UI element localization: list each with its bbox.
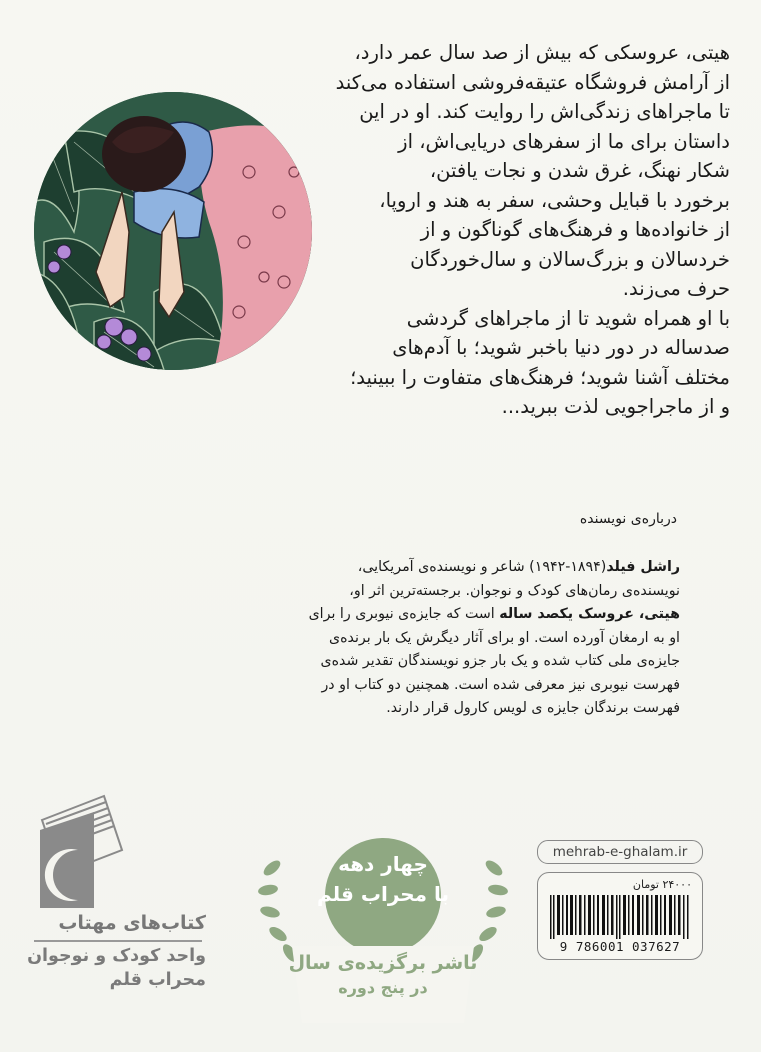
blurb-line: حرف می‌زند. (622, 277, 730, 300)
blurb-line: شکار نهنگ، غرق شدن و نجات یافتن، (429, 159, 730, 182)
blurb-line: صدساله در دور دنیا باخبر شوید؛ با آدم‌های (392, 336, 730, 359)
blurb-line: برخورد با قبایل وحشی، سفر به هند و اروپا، (379, 188, 730, 212)
barcode-box (537, 872, 703, 960)
blurb-line: از خانواده‌ها و فرهنگ‌های گوناگون و از (420, 218, 730, 241)
blurb-line: با او همراه شوید تا از ماجراهای گردشی (406, 306, 730, 330)
isbn-barcode (550, 895, 690, 939)
author-bio-line: فهرست نیوبری نیز معرفی شده است. همچنین دو کتاب او در (321, 676, 680, 693)
blurb-line: داستان برای ما از سفرهای دریایی‌اش، از (398, 129, 730, 153)
publisher-parent: محراب قلم (109, 970, 206, 990)
badge-bottom-line-2: در پنج دوره (338, 978, 428, 997)
badge-bottom-line-1: ناشر برگزیده‌ی سال (288, 952, 478, 974)
about-author-heading: درباره‌ی نویسنده (579, 511, 677, 527)
author-bio-line: او به ارمغان آورده است. او برای آثار دیگرش یک بار برنده‌ی (328, 629, 680, 646)
logo-divider (34, 940, 202, 942)
book-title: هیتی، عروسک یکصد ساله (499, 606, 680, 622)
publisher-award-badge (258, 838, 508, 1023)
publisher-name: کتاب‌های مهتاب (58, 912, 206, 934)
author-bio-line: نویسنده‌ی رمان‌های کودک و نوجوان. برجسته‌ترین اثر او، (349, 582, 680, 599)
badge-top-line-2: با محراب قلم (316, 882, 450, 906)
isbn-number: 9 786001 037627 (559, 939, 681, 954)
blurb-line: تا ماجراهای زندگی‌اش را روایت کند. او در این (359, 100, 730, 123)
author-bio-line (250, 603, 680, 627)
author-bio-line: فهرست برندگان جایزه ی لویس کارول قرار دارند. (386, 700, 680, 716)
blurb-line: و از ماجراجویی لذت ببرید... (501, 395, 730, 418)
author-bio-text: است که جایزه‌ی نیوبری را برای (308, 606, 495, 622)
author-name: راشل فیلد (606, 559, 680, 575)
author-bio-line (250, 556, 680, 580)
publisher-division: واحد کودک و نوجوان (27, 946, 206, 966)
publisher-logo (28, 790, 208, 1020)
cover-illustration (34, 92, 312, 370)
author-bio (250, 556, 680, 721)
badge-top-line-1: چهار دهه (338, 852, 428, 876)
blurb-line: هیتی، عروسکی که بیش از صد سال عمر دارد، (354, 41, 730, 64)
blurb-line: از آرامش فروشگاه عتیقه‌فروشی استفاده می‌کند (335, 70, 730, 94)
author-bio-line: جایزه‌ی ملی کتاب شده و یک بار جزو نویسندگان تقدیر شده‌ی (320, 653, 680, 669)
publisher-website: mehrab-e-ghalam.ir (537, 840, 703, 864)
book-blurb (330, 38, 730, 422)
blurb-line: خردسالان و بزرگ‌سالان و سال‌خوردگان (410, 247, 730, 271)
girl-with-flowers-illustration (34, 92, 312, 370)
book-moon-icon (34, 790, 134, 910)
price-label: ۲۴۰۰۰ تومان (632, 878, 692, 891)
blurb-line: مختلف آشنا شوید؛ فرهنگ‌های متفاوت را ببینید؛ (350, 365, 730, 389)
author-bio-text: (۱۸۹۴-۱۹۴۲) شاعر و نویسنده‌ی آمریکایی، (357, 559, 607, 575)
